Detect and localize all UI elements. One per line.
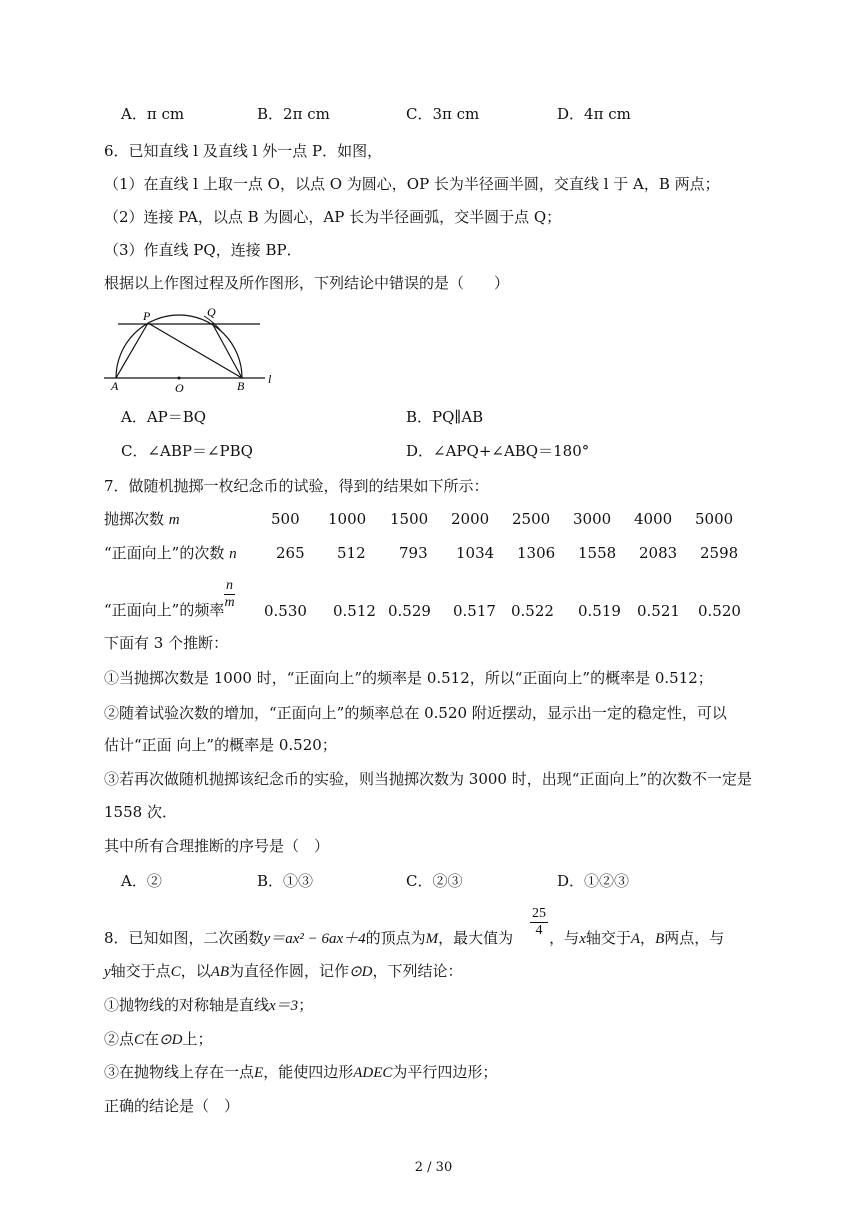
q8-max-fraction: $\frac{25}{4}$ bbox=[532, 906, 546, 938]
q8-conclusion-1: ①抛物线的对称轴是直线x＝3； bbox=[104, 996, 314, 1014]
q6-option-a: A．AP＝BQ bbox=[121, 408, 207, 426]
q7-inference-2b: 估计“正面 向上”的概率是 0.520； bbox=[104, 736, 337, 754]
q7-option-d: D．①②③ bbox=[557, 872, 630, 890]
q7-row2-label: “正面向上”的次数 n bbox=[104, 544, 237, 562]
q7-cell: 0.512 bbox=[333, 602, 376, 620]
q7-cell: 1558 bbox=[578, 544, 617, 562]
label-o: O bbox=[175, 381, 184, 395]
q6-step1: （1）在直线 l 上取一点 O，以点 O 为圆心，OP 长为半径画半圆，交直线 l 于 A，B 两点； bbox=[104, 175, 720, 193]
q7-inference-3b: 1558 次． bbox=[104, 803, 177, 821]
q8-line1: 8．已知如图，二次函数y＝ax² − 6ax＋4的顶点为M，最大值为 ，与x轴交于A，B两点，与 bbox=[104, 929, 725, 947]
q7-cell: 2598 bbox=[700, 544, 739, 562]
q6-option-d: D．∠APQ+∠ABQ＝180° bbox=[406, 442, 590, 460]
q7-cell: 0.522 bbox=[511, 602, 554, 620]
q7-cell: 0.517 bbox=[453, 602, 496, 620]
q7-inference-1: ①当抛掷次数是 1000 时，“正面向上”的频率是 0.512，所以“正面向上”的概率是 0.512； bbox=[104, 669, 713, 687]
q7-cell: 0.520 bbox=[698, 602, 741, 620]
q7-cell: 4000 bbox=[634, 510, 673, 528]
q7-option-b: B．①③ bbox=[257, 872, 314, 890]
q7-question: 其中所有合理推断的序号是（ ） bbox=[104, 837, 330, 855]
q7-cell: 5000 bbox=[695, 510, 734, 528]
page-number: 2 / 30 bbox=[414, 1160, 453, 1175]
segment-pa bbox=[116, 323, 148, 378]
q7-option-c: C．②③ bbox=[406, 872, 463, 890]
q7-row3-label: “正面向上”的频率 bbox=[104, 601, 225, 619]
segment-pb bbox=[148, 323, 242, 378]
q7-cell: 265 bbox=[276, 544, 305, 562]
q5-option-b: B．2π cm bbox=[257, 105, 330, 123]
q5-option-d: D．4π cm bbox=[557, 105, 631, 123]
q6-step3: （3）作直线 PQ，连接 BP． bbox=[104, 241, 302, 259]
q7-row1-label: 抛掷次数 m bbox=[104, 510, 180, 528]
q7-cell: 1500 bbox=[390, 510, 429, 528]
q8-line2: y轴交于点C，以AB为直径作圆，记作⊙D，下列结论： bbox=[104, 962, 463, 980]
q7-cell: 0.521 bbox=[637, 602, 680, 620]
q7-cell: 512 bbox=[337, 544, 366, 562]
q7-cell: 1000 bbox=[328, 510, 367, 528]
q7-option-a: A．② bbox=[121, 872, 162, 890]
q7-cell: 0.530 bbox=[264, 602, 307, 620]
q7-cell: 2500 bbox=[512, 510, 551, 528]
q7-cell: 2000 bbox=[451, 510, 490, 528]
q6-question: 根据以上作图过程及所作图形，下列结论中错误的是（ ） bbox=[104, 274, 510, 292]
q7-cell: 0.519 bbox=[578, 602, 621, 620]
label-l: l bbox=[268, 372, 272, 386]
q7-cell: 1034 bbox=[456, 544, 495, 562]
q7-intro: 下面有 3 个推断： bbox=[104, 634, 229, 652]
label-a: A bbox=[111, 379, 119, 393]
point-o bbox=[178, 377, 181, 380]
q5-option-c: C．3π cm bbox=[406, 105, 480, 123]
q7-cell: 793 bbox=[399, 544, 428, 562]
q6-option-c: C．∠ABP＝∠PBQ bbox=[121, 442, 253, 460]
q7-stem: 7．做随机抛掷一枚纪念币的试验，得到的结果如下所示： bbox=[104, 477, 489, 495]
q7-cell: 3000 bbox=[573, 510, 612, 528]
q7-cell: 500 bbox=[271, 510, 300, 528]
label-b: B bbox=[237, 379, 245, 393]
q8-conclusion-2: ②点C在⊙D上； bbox=[104, 1030, 213, 1048]
q6-figure bbox=[100, 302, 290, 398]
q8-conclusion-3: ③在抛物线上存在一点E，能使四边形ADEC为平行四边形； bbox=[104, 1063, 498, 1081]
q7-inference-2a: ②随着试验次数的增加，“正面向上”的频率总在 0.520 附近摆动，显示出一定的稳定性，可以 bbox=[104, 704, 727, 722]
q7-cell: 0.529 bbox=[388, 602, 431, 620]
q7-cell: 2083 bbox=[639, 544, 678, 562]
q6-step2: （2）连接 PA，以点 B 为圆心，AP 长为半径画弧，交半圆于点 Q； bbox=[104, 208, 562, 226]
label-q: Q bbox=[207, 305, 216, 319]
q7-row3-fraction: $\frac{n}{m}$ bbox=[224, 578, 235, 610]
label-p: P bbox=[143, 309, 151, 323]
q6-stem: 6．已知直线 l 及直线 l 外一点 P．如图， bbox=[104, 142, 383, 160]
q6-option-b: B．PQ∥AB bbox=[406, 408, 484, 426]
q7-inference-3a: ③若再次做随机抛掷该纪念币的实验，则当抛掷次数为 3000 时，出现“正面向上”的次数不一定是 bbox=[104, 770, 753, 788]
q7-cell: 1306 bbox=[517, 544, 556, 562]
q8-question: 正确的结论是（ ） bbox=[104, 1097, 240, 1115]
q5-option-a: A．π cm bbox=[121, 105, 185, 123]
